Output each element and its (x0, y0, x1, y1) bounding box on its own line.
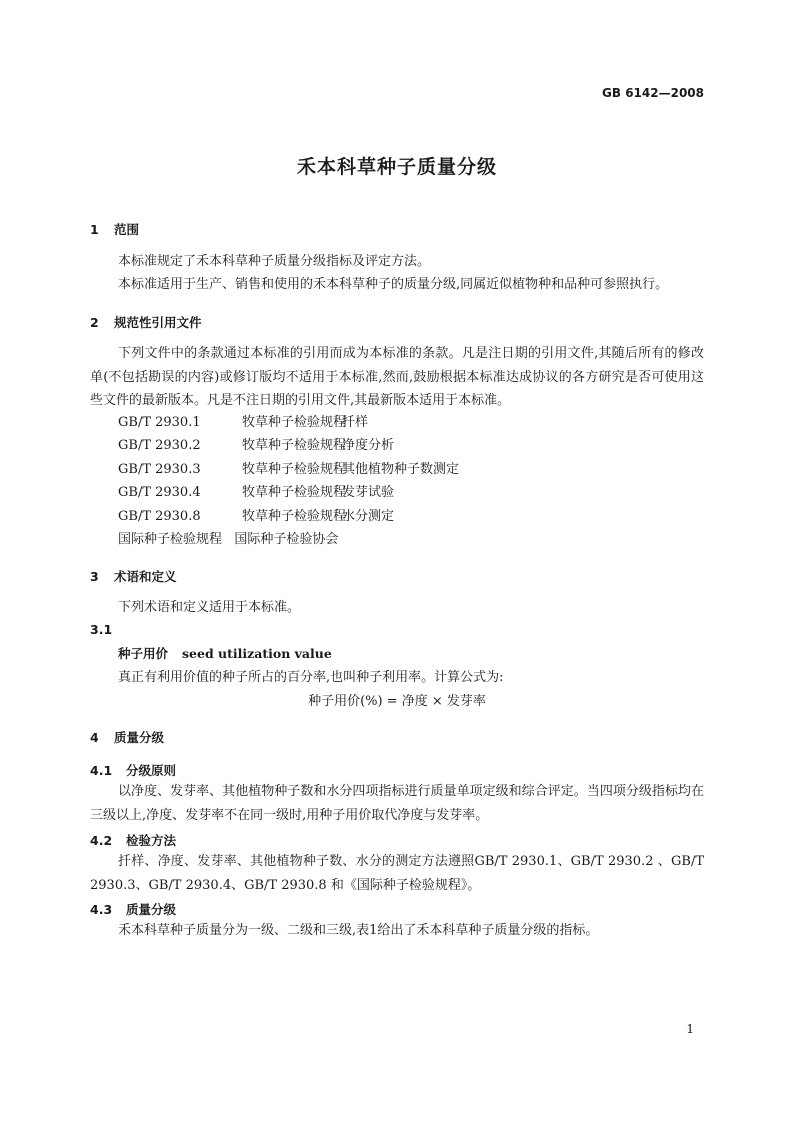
subsection-title: 检验方法 (126, 833, 177, 848)
reference-code: GB/T 2930.3 (118, 462, 201, 477)
reference-name: 牧草种子检验规程 (242, 509, 347, 524)
subsection-title: 质量分级 (126, 902, 177, 917)
reference-code: GB/T 2930.8 (118, 509, 201, 524)
reference-name: 牧草种子检验规程 (242, 462, 347, 477)
term-english: seed utilization value (182, 646, 332, 661)
section-number: 3 (90, 569, 99, 584)
section-title: 范围 (114, 222, 140, 237)
section-3-intro: 下列术语和定义适用于本标准。 (118, 600, 301, 615)
reference-name: 牧草种子检验规程 (242, 415, 347, 430)
page-number: 1 (686, 1022, 694, 1036)
reference-item (118, 434, 394, 458)
subsection-number: 4.2 (90, 833, 113, 848)
subsection-3-1-number: 3.1 (90, 622, 113, 637)
reference-part: 国际种子检验协会 (234, 532, 339, 547)
section-title: 规范性引用文件 (114, 315, 202, 330)
reference-part: 扦样 (342, 415, 369, 430)
term-chinese: 种子用价 (118, 646, 169, 661)
subsection-number: 4.3 (90, 902, 113, 917)
subsection-number: 4.1 (90, 763, 113, 778)
reference-part: 水分测定 (342, 509, 395, 524)
subsection-4-3-text: 禾本科草种子质量分为一级、二级和三级,表1给出了禾本科草种子质量分级的指标。 (118, 923, 599, 938)
section-1-para-2: 本标准适用于生产、销售和使用的禾本科草种子的质量分级,同属近似植物种和品种可参照执行。 (118, 277, 669, 292)
reference-part: 发芽试验 (342, 485, 395, 500)
reference-item (118, 528, 338, 552)
subsection-title: 分级原则 (126, 763, 177, 778)
reference-name: 国际种子检验规程 (118, 532, 223, 547)
reference-code: GB/T 2930.4 (118, 485, 201, 500)
reference-item (118, 505, 394, 529)
formula: 种子用价(%) = 净度 × 发芽率 (308, 694, 486, 709)
section-number: 1 (90, 222, 99, 237)
section-2-heading (90, 313, 202, 331)
subsection-4-3-heading (90, 900, 176, 918)
document-title: 禾本科草种子质量分级 (296, 156, 497, 178)
reference-part: 净度分析 (342, 438, 395, 453)
subsection-4-1-text: 以净度、发芽率、其他植物种子数和水分四项指标进行质量单项定级和综合评定。当四项分级指标均在三级以上,净度、发芽率不在同一级时,用种子用价取代净度与发芽率。 (90, 784, 704, 823)
reference-item (118, 481, 394, 505)
section-1-para-1: 本标准规定了禾本科草种子质量分级指标及评定方法。 (118, 254, 431, 269)
section-number: 2 (90, 315, 99, 330)
reference-item (118, 411, 368, 435)
term-definition: 真正有利用价值的种子所占的百分率,也叫种子利用率。计算公式为: (118, 670, 504, 685)
reference-part: 其他植物种子数测定 (342, 462, 460, 477)
section-number: 4 (90, 730, 99, 745)
section-title: 质量分级 (114, 730, 165, 745)
reference-item (118, 458, 459, 482)
subsection-4-2-heading (90, 831, 176, 849)
subsection-4-1-heading (90, 761, 176, 779)
reference-code: GB/T 2930.2 (118, 438, 201, 453)
section-4-heading (90, 728, 164, 746)
reference-name: 牧草种子检验规程 (242, 485, 347, 500)
standard-number: GB 6142—2008 (602, 86, 704, 100)
section-title: 术语和定义 (114, 569, 177, 584)
reference-code: GB/T 2930.1 (118, 415, 201, 430)
section-2-intro: 下列文件中的条款通过本标准的引用而成为本标准的条款。凡是注日期的引用文件,其随后所有的修改单(不包括勘误的内容)或修订版均不适用于本标准,然而,鼓励根据本标准达成协议的各方研究是否可使用这些文件的最新版本。凡是不注日期的引用文件,其最新版本适用于本标准。 (90, 346, 704, 408)
section-1-heading (90, 220, 139, 238)
term-entry (118, 642, 332, 667)
section-3-heading (90, 567, 177, 585)
subsection-4-2-text: 扦样、净度、发芽率、其他植物种子数、水分的测定方法遵照GB/T 2930.1、GB/T 2930.2 、GB/T 2930.3、GB/T 2930.4、GB/T 2930.8 和《国际种子检验规程》。 (90, 854, 704, 893)
reference-name: 牧草种子检验规程 (242, 438, 347, 453)
